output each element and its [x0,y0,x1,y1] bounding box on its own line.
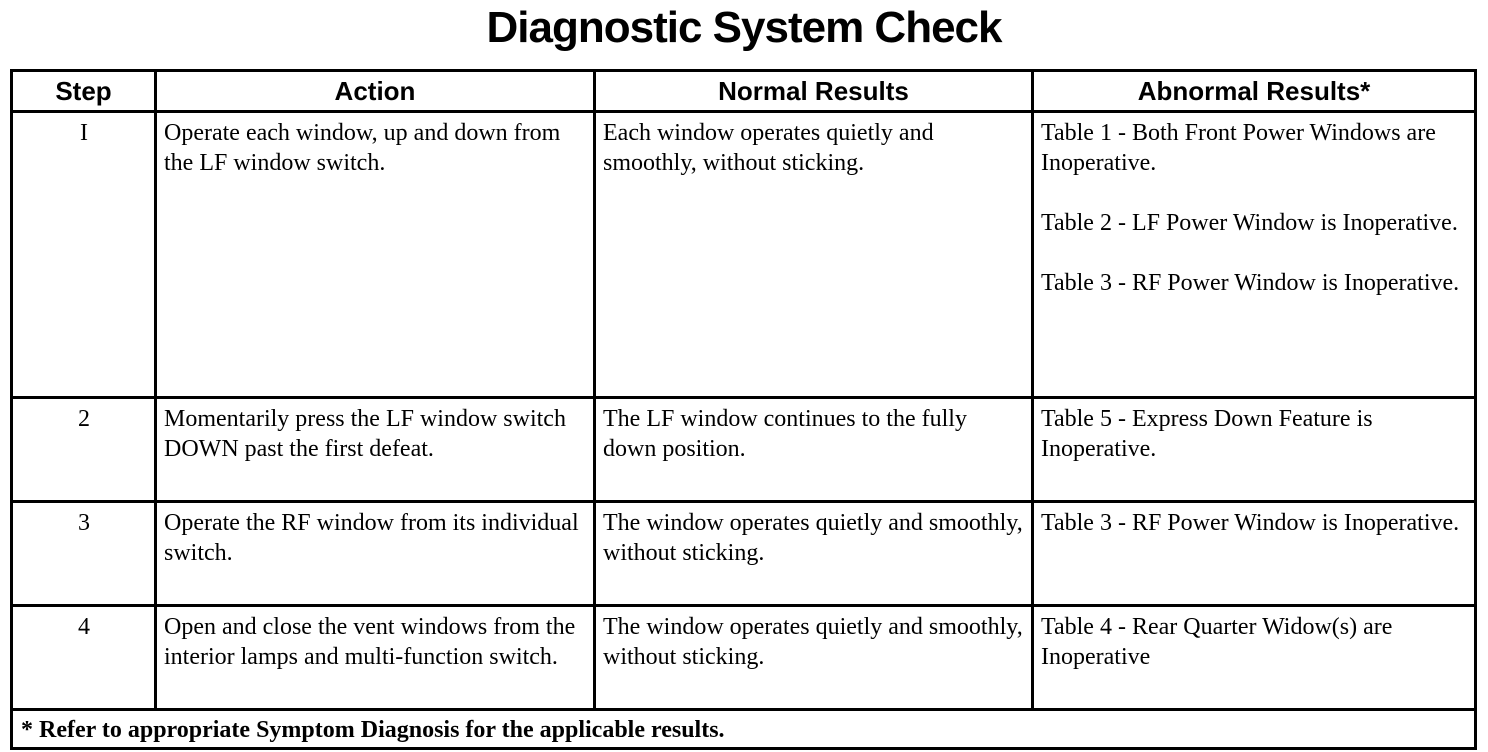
normal-results-cell: The LF window continues to the fully down position. [595,398,1033,502]
action-cell: Operate each window, up and down from the LF window switch. [156,112,595,398]
diagnostic-table [10,69,1477,750]
step-cell: 2 [12,398,156,502]
abnormal-result-item: Table 5 - Express Down Feature is Inoperative. [1041,406,1373,462]
normal-results-cell: The window operates quietly and smoothly, without sticking. [595,502,1033,606]
table-row [12,502,1476,606]
abnormal-result-item: Table 4 - Rear Quarter Widow(s) are Inoperative [1041,614,1393,670]
table-row [12,112,1476,398]
footnote-row [12,710,1476,749]
header-action: Action [156,71,595,112]
page-title: Diagnostic System Check [486,3,1002,52]
abnormal-results-cell [1033,398,1476,502]
step-cell: I [12,112,156,398]
header-step: Step [12,71,156,112]
abnormal-result-item: Table 1 - Both Front Power Windows are Inoperative. [1041,120,1436,176]
abnormal-result-item: Table 3 - RF Power Window is Inoperative. [1041,510,1460,536]
abnormal-result-item: Table 3 - RF Power Window is Inoperative. [1041,270,1460,296]
header-normal-results: Normal Results [595,71,1033,112]
abnormal-results-cell [1033,606,1476,710]
abnormal-result-item: Table 2 - LF Power Window is Inoperative. [1041,210,1458,236]
action-cell: Open and close the vent windows from the interior lamps and multi-function switch. [156,606,595,710]
step-cell: 4 [12,606,156,710]
abnormal-results-cell [1033,502,1476,606]
action-cell: Operate the RF window from its individual switch. [156,502,595,606]
step-cell: 3 [12,502,156,606]
table-row [12,606,1476,710]
header-abnormal-results: Abnormal Results* [1033,71,1476,112]
abnormal-results-cell [1033,112,1476,398]
action-cell: Momentarily press the LF window switch DOWN past the first defeat. [156,398,595,502]
table-header-row [12,71,1476,112]
footnote: * Refer to appropriate Symptom Diagnosis for the applicable results. [12,710,1476,749]
normal-results-cell: Each window operates quietly and smoothly, without sticking. [595,112,1033,398]
normal-results-cell: The window operates quietly and smoothly, without sticking. [595,606,1033,710]
table-row [12,398,1476,502]
